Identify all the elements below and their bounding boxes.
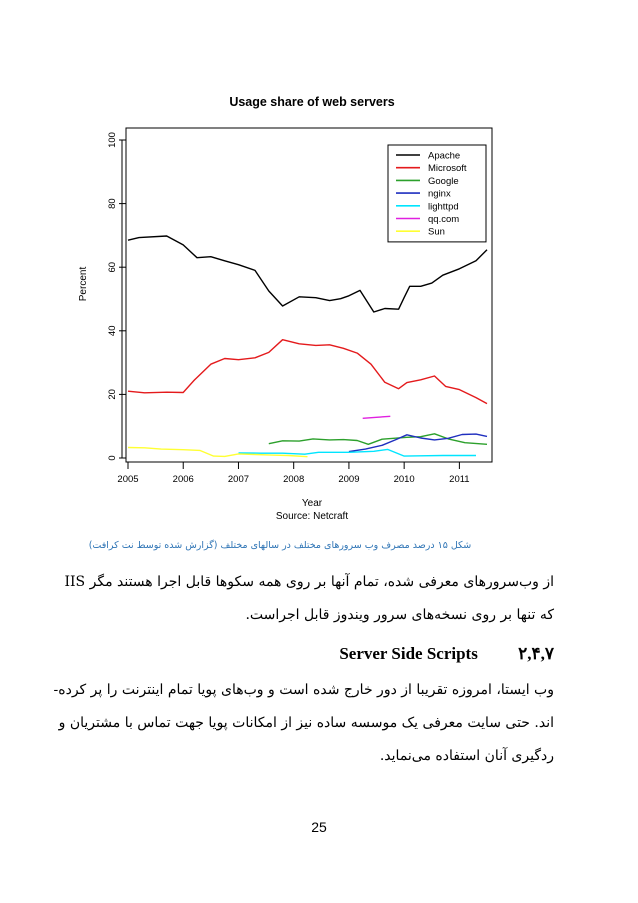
- series-line-google: [269, 434, 487, 445]
- paragraph-servers: [64, 566, 554, 632]
- legend-label: nginx: [428, 188, 451, 200]
- chart-title: Usage share of web servers: [229, 95, 395, 109]
- paragraph-line: اند. حتی سایت معرفی یک موسسه ساده نیز از امکانات پویا جهت تماس با مشتریان و: [58, 715, 554, 731]
- legend-label: lighttpd: [428, 201, 459, 213]
- legend-label: Apache: [428, 150, 461, 162]
- legend-label: Sun: [428, 226, 445, 238]
- page-number: 25: [311, 819, 327, 835]
- x-axis-label: Year: [301, 498, 323, 509]
- usage-share-chart: [70, 88, 510, 528]
- x-tick-label: 2010: [393, 474, 415, 485]
- legend-label: qq.com: [428, 214, 460, 225]
- paragraph-line: وب ایستا، امروزه تقریبا از دور خارج شده است و وب‌های پویا تمام اینترنت را پر کرده-: [53, 682, 554, 698]
- series-line-microsoft: [128, 340, 487, 404]
- x-tick-label: 2006: [172, 474, 194, 485]
- legend-label: Microsoft: [428, 163, 467, 175]
- paragraph-line: ردگیری آنان استفاده می‌نماید.: [379, 748, 554, 764]
- chart-source: Source: Netcraft: [275, 511, 349, 522]
- y-tick-label: 60: [107, 261, 118, 273]
- series-line-sun: [128, 448, 308, 457]
- y-tick-label: 40: [107, 325, 118, 337]
- x-tick-label: 2008: [283, 474, 305, 485]
- figure-caption: شکل ۱۵ درصد مصرف وب سرورهای مختلف در سالهای مختلف (گزارش شده توسط نت کرافت): [88, 540, 472, 551]
- x-tick-label: 2011: [449, 474, 470, 485]
- paragraph-line: که تنها بر روی نسخه‌های سرور ویندوز قابل اجراست.: [245, 607, 554, 623]
- paragraph-scripts: [53, 674, 554, 773]
- y-tick-label: 0: [107, 455, 118, 461]
- y-axis: [107, 132, 126, 461]
- x-tick-label: 2005: [117, 474, 139, 485]
- paragraph-line: از وب‌سرورهای معرفی شده، تمام آنها بر روی همه سکوها قابل اجرا هستند مگر IIS: [64, 574, 554, 590]
- x-tick-label: 2007: [227, 474, 250, 485]
- section-heading: [86, 644, 554, 664]
- x-axis: [117, 462, 469, 485]
- series-lines: [128, 236, 487, 457]
- y-tick-label: 80: [107, 198, 118, 209]
- legend-label: Google: [428, 175, 459, 187]
- section-number: ۲,۴,۷: [518, 644, 554, 663]
- chart-legend: [388, 145, 486, 242]
- y-tick-label: 100: [107, 132, 118, 148]
- series-line-apache: [128, 236, 487, 312]
- y-tick-label: 20: [107, 389, 118, 400]
- series-line-qq-com: [363, 416, 391, 418]
- section-title: Server Side Scripts: [339, 644, 478, 663]
- x-tick-label: 2009: [338, 474, 360, 485]
- y-axis-label: Percent: [78, 266, 89, 302]
